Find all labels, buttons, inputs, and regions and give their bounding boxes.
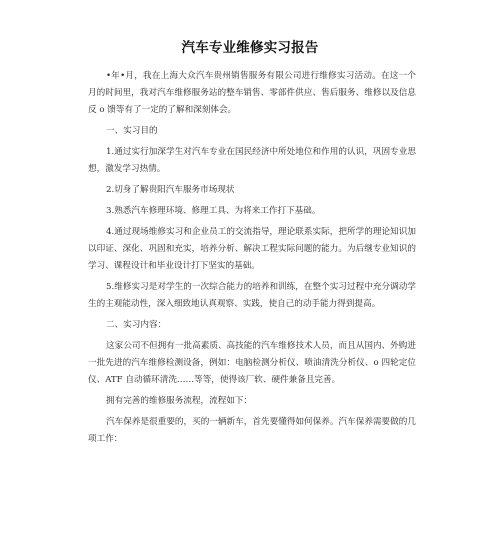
- content-paragraph-company: 这家公司不但拥有一批高素质、高技能的汽车维修技术人员，而且从国内、外购进一批先进的汽车维修检测设备，例如：电脑检测分析仪、喷油清洗分析仪、o 四轮定位仪、ATF 自动循环清洗……等等，使得该厂软、硬件兼备且完善。: [88, 341, 416, 385]
- document-body: [88, 68, 416, 448]
- purpose-item-4: 4.通过现场维修实习和企业员工的交流指导，理论联系实际，把所学的理论知识加以印证、深化、巩固和充实，培养分析、解决工程实际问题的能力。为后继专业知识的学习、课程设计和毕业设计打下坚实的基础。: [88, 227, 416, 271]
- intro-paragraph: •年•月，我在上海大众汽车贵州销售服务有限公司进行维修实习活动。在这一个月的时间里，我对汽车维修服务站的整车销售、零部件供应、售后服务、维修以及信息反 o 馈等有了一定的了解和深刻体会。: [88, 71, 416, 115]
- document-title: 汽车专业维修实习报告: [181, 40, 319, 56]
- content-paragraph-process: 拥有完善的维修服务流程，流程如下：: [106, 396, 253, 406]
- purpose-item-3: 3.熟悉汽车修理环境、修理工具、为将来工作打下基础。: [106, 206, 321, 216]
- purpose-item-5: 5.维修实习是对学生的一次综合能力的培养和训练，在整个实习过程中充分调动学生的主观能动性，深入细致地认真观察、实践，使自己的动手能力得到提高。: [88, 282, 416, 309]
- purpose-item-1: 1.通过实行加深学生对汽车专业在国民经济中所处地位和作用的认识，巩固专业思想，激发学习热情。: [88, 147, 416, 174]
- section-heading-content: 二、实习内容：: [106, 320, 167, 330]
- section-heading-purpose: 一、实习目的: [106, 126, 158, 136]
- purpose-item-2: 2.切身了解贵阳汽车服务市场现状: [106, 185, 235, 195]
- content-paragraph-maintenance: 汽车保养是很重要的，买的一辆新车，首先要懂得如何保养。汽车保养需要做的几项工作：: [88, 417, 416, 444]
